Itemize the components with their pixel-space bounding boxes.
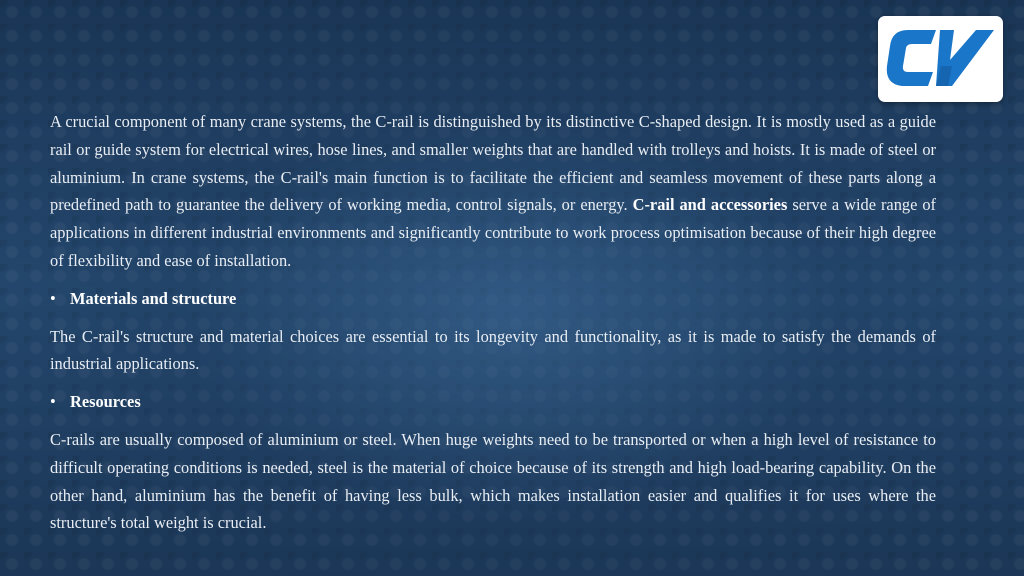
bullet-label: Resources [70, 392, 141, 412]
intro-text-end: serve a wide range of applications in different industrial environments and significantly contribute to work process optimisation because of their high degree of flexibility and ease of installation. [50, 195, 936, 270]
resources-paragraph: C-rails are usually composed of aluminium or steel. When huge weights need to be transported or when a high level of resistance to difficult operating conditions is needed, steel is the material of choice because of its strength and high load-bearing capability. On the other hand, aluminium has the benefit of having less bulk, which makes installation easier and qualifies it for uses where the structure's total weight is crucial. [50, 429, 936, 533]
c-rail-accessories-bold: C-rail and accessories [632, 195, 788, 215]
intro-text-start: A crucial component of many crane systems, the C-rail is distinguished by its distinctive C-shaped design. It is mostly used as a guide rail or guide system for electrical wires, hose lines, and smaller weights that are handled with trolleys and hoists. It is made of steel or aluminium. In crane systems, the C-rail's main function is to facilitate the efficient and seamless movement of these parts along a predefined path to guarantee the delivery of working media, control signals, or energy. [50, 112, 936, 215]
cy-logo-icon [878, 16, 1003, 102]
intro-paragraph [50, 108, 936, 275]
bullet-label: Materials and structure [70, 288, 237, 308]
slide-body [50, 108, 936, 537]
bullet-marker: • [50, 288, 56, 308]
structure-paragraph: The C-rail's structure and material choices are essential to its longevity and functionality, as it is made to satisfy the demands of industrial applications. [50, 326, 936, 374]
cy-brand-logo [878, 16, 1003, 102]
bullet-resources [50, 378, 936, 426]
bullet-materials-structure [50, 275, 936, 323]
bullet-marker: • [50, 392, 56, 412]
